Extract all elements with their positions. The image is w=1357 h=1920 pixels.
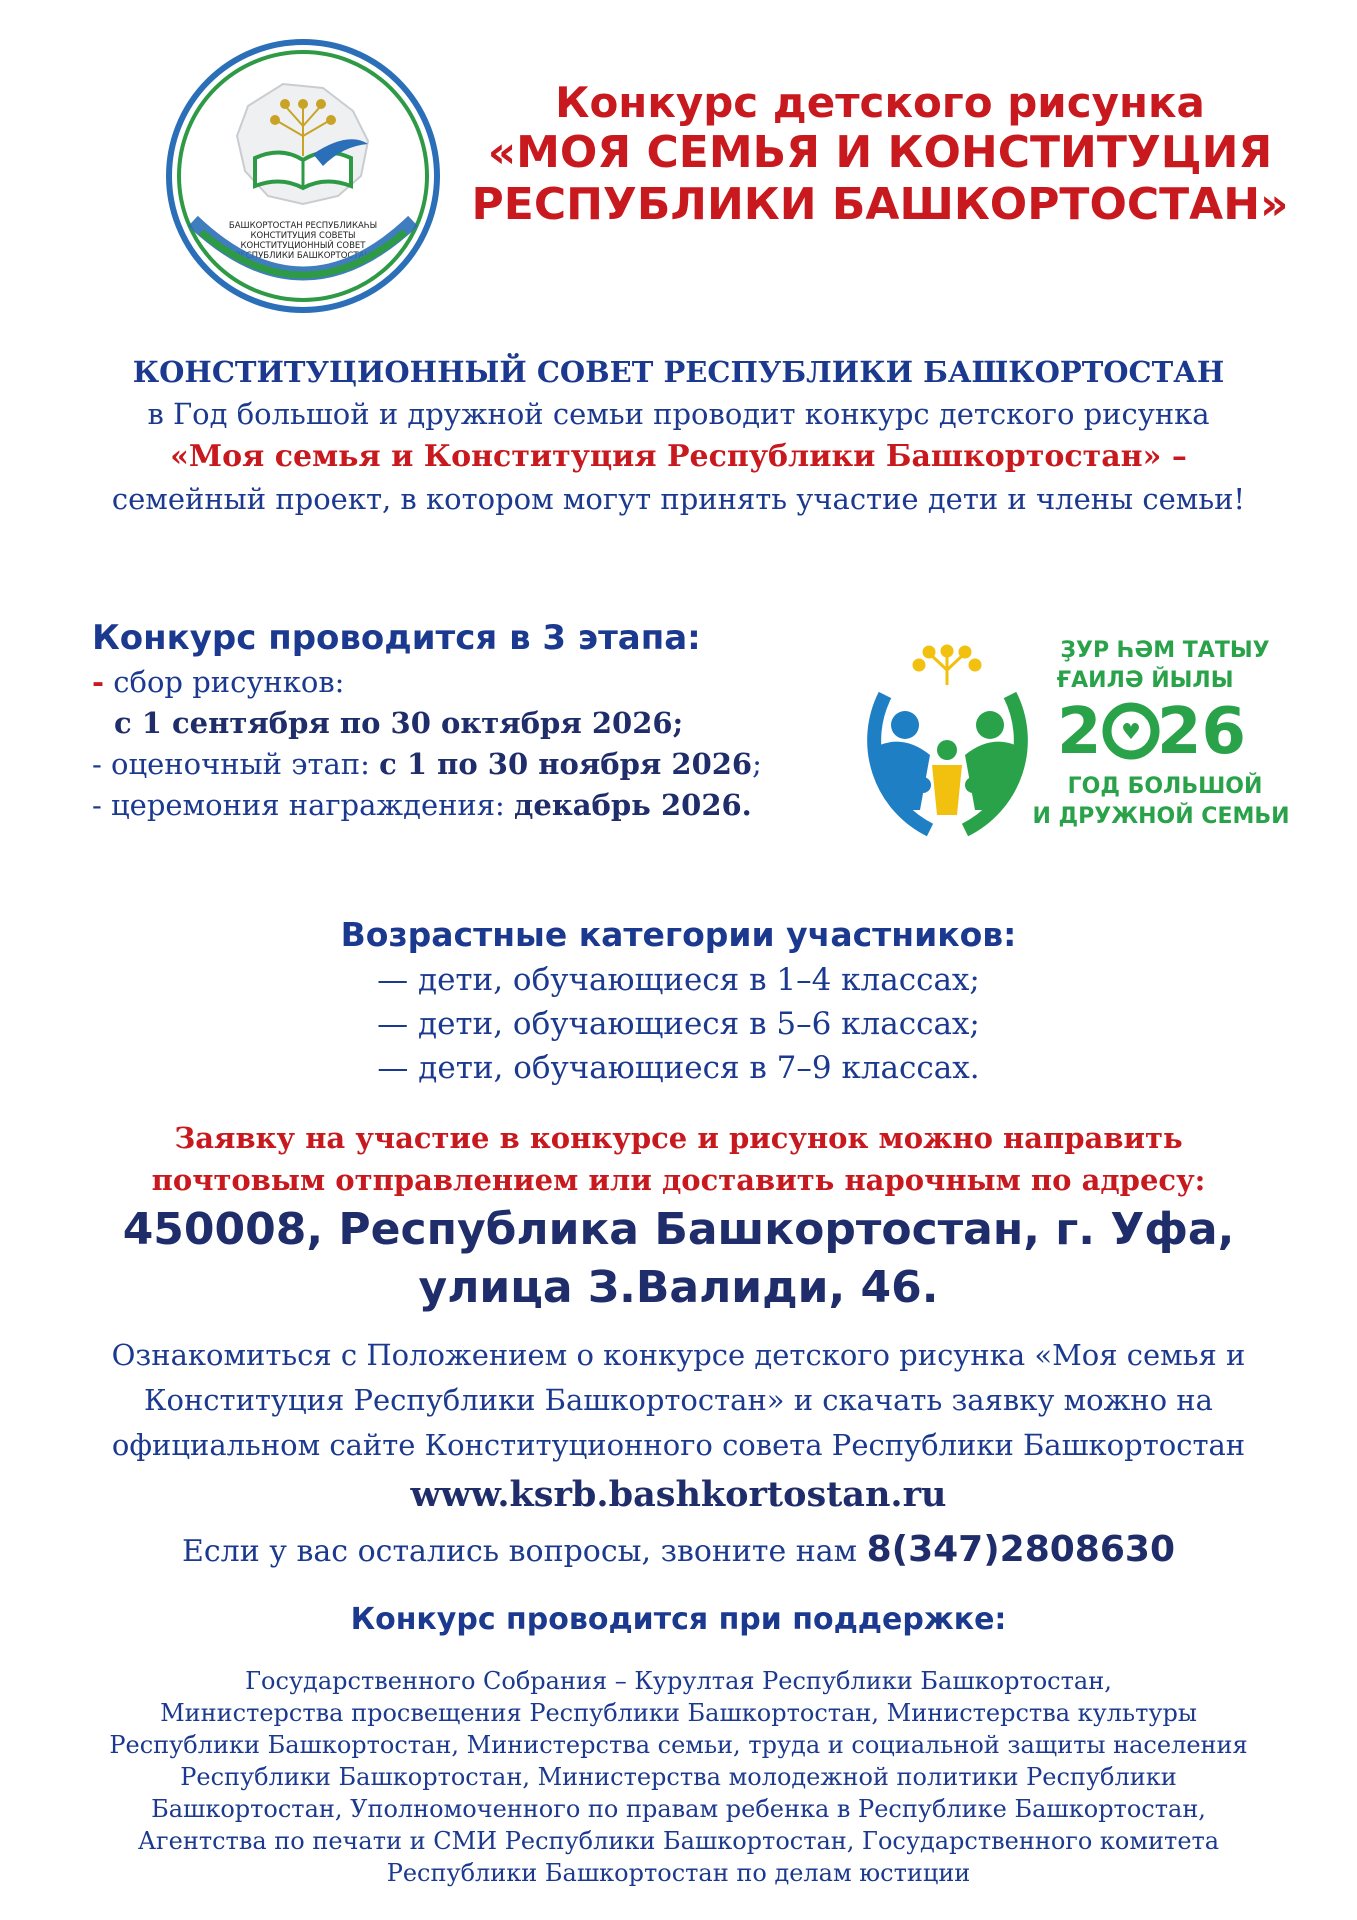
age-categories	[60, 915, 1297, 1086]
council-seal-icon	[163, 36, 443, 316]
council-seal-logo	[163, 36, 443, 316]
stage-1	[92, 665, 822, 699]
year-digits-26: 26	[1157, 695, 1247, 769]
age-item: — дети, обучающиеся в 1–4 классах;	[377, 962, 980, 998]
intro-section	[60, 355, 1297, 516]
support-heading: Конкурс проводится при поддержке:	[350, 1602, 1007, 1637]
stage-3-label: - церемония награждения:	[92, 788, 515, 822]
application-section	[60, 1117, 1297, 1317]
address-line-2: улица З.Валиди, 46.	[418, 1262, 939, 1313]
stages-section	[92, 618, 822, 822]
intro-line-4: семейный проект, в котором могут принять участие дети и члены семьи!	[111, 482, 1246, 516]
poster-title	[470, 78, 1290, 231]
stage-2-dates: с 1 по 30 ноября 2026	[379, 747, 753, 781]
info-section	[60, 1333, 1297, 1570]
stage-3	[92, 788, 822, 822]
stage-2	[92, 747, 822, 781]
intro-contest-name: «Моя семья и Конституция Республики Башкортостан» –	[170, 439, 1187, 474]
svg-text:ҘУР ҺӘМ ТАТЫУ: ҘУР ҺӘМ ТАТЫУ	[1060, 638, 1270, 663]
svg-text:ГОД БОЛЬШОЙ: ГОД БОЛЬШОЙ	[1067, 774, 1263, 799]
phone-number[interactable]: 8(347)2808630	[866, 1529, 1176, 1570]
svg-text:БАШКОРТОСТАН РЕСПУБЛИКАҺЫ: БАШКОРТОСТАН РЕСПУБЛИКАҺЫ	[228, 221, 378, 231]
info-line-1: Ознакомиться с Положением о конкурсе детского рисунка «Моя семья и	[111, 1338, 1246, 1372]
title-line-1: Конкурс детского рисунка	[555, 78, 1205, 127]
svg-text:ҒАИЛӘ ЙЫЛЫ: ҒАИЛӘ ЙЫЛЫ	[1056, 668, 1234, 693]
stages-heading: Конкурс проводится в 3 этапа:	[92, 618, 701, 658]
intro-line-2: в Год большой и дружной семьи проводит конкурс детского рисунка	[147, 397, 1210, 431]
support-line: Республики Башкортостан, Министерства семьи, труда и социальной защиты населения	[109, 1731, 1248, 1759]
support-line: Республики Башкортостан по делам юстиции	[386, 1859, 971, 1887]
phone-prompt: Если у вас остались вопросы, звоните нам	[181, 1534, 867, 1569]
svg-text:РЕСПУБЛИКИ БАШКОРТОСТАН: РЕСПУБЛИКИ БАШКОРТОСТАН	[235, 251, 371, 261]
age-item: — дети, обучающиеся в 5–6 классах;	[377, 1006, 980, 1042]
support-line: Государственного Собрания – Курултая Республики Башкортостан,	[245, 1667, 1112, 1695]
stage-1-label: сбор рисунков:	[104, 665, 345, 699]
svg-text:КОНСТИТУЦИОННЫЙ СОВЕТ: КОНСТИТУЦИОННЫЙ СОВЕТ	[240, 241, 366, 251]
stage-2-end: ;	[752, 747, 762, 781]
phone-line	[60, 1529, 1297, 1570]
info-line-2: Конституция Республики Башкортостан» и скачать заявку можно на	[144, 1383, 1213, 1417]
ages-heading: Возрастные категории участников:	[340, 915, 1017, 954]
family-year-logo	[835, 625, 1305, 845]
website-link[interactable]: www.ksrb.bashkortostan.ru	[410, 1474, 947, 1515]
intro-org: КОНСТИТУЦИОННЫЙ СОВЕТ РЕСПУБЛИКИ БАШКОРТОСТАН	[132, 355, 1225, 389]
address-line-1: 450008, Республика Башкортостан, г. Уфа,	[122, 1204, 1235, 1255]
apply-line-2: почтовым отправлением или доставить нарочным по адресу:	[151, 1163, 1206, 1197]
support-line: Башкортостан, Уполномоченного по правам ребенка в Республике Башкортостан,	[151, 1795, 1206, 1823]
info-line-3: официальном сайте Конституционного совета Республики Башкортостан	[111, 1428, 1246, 1462]
family-year-emblem-icon	[835, 625, 1305, 845]
support-line: Агентства по печати и СМИ Республики Башкортостан, Государственного комитета	[137, 1827, 1220, 1855]
year-digit-2: 2	[1057, 695, 1102, 769]
apply-line-1: Заявку на участие в конкурсе и рисунок можно направить	[174, 1121, 1183, 1155]
svg-text:И ДРУЖНОЙ СЕМЬИ: И ДРУЖНОЙ СЕМЬИ	[1032, 804, 1290, 829]
age-item: — дети, обучающиеся в 7–9 классах.	[377, 1050, 980, 1086]
support-list	[60, 1665, 1297, 1889]
stage-3-dates: декабрь 2026.	[514, 788, 752, 822]
heart-icon: ♥	[1121, 720, 1141, 745]
title-line-2: «МОЯ СЕМЬЯ И КОНСТИТУЦИЯ	[487, 127, 1273, 178]
stage-2-label: - оценочный этап:	[92, 747, 380, 781]
support-line: Республики Башкортостан, Министерства молодежной политики Республики	[180, 1763, 1177, 1791]
stage-1-dates: с 1 сентября по 30 октября 2026;	[114, 706, 684, 740]
title-line-3: РЕСПУБЛИКИ БАШКОРТОСТАН»	[471, 179, 1289, 230]
support-line: Министерства просвещения Республики Башкортостан, Министерства культуры	[160, 1699, 1197, 1727]
svg-text:КОНСТИТУЦИЯ СОВЕТЫ: КОНСТИТУЦИЯ СОВЕТЫ	[250, 231, 356, 241]
stage-1-dash: -	[92, 665, 105, 699]
support-section	[60, 1602, 1297, 1889]
